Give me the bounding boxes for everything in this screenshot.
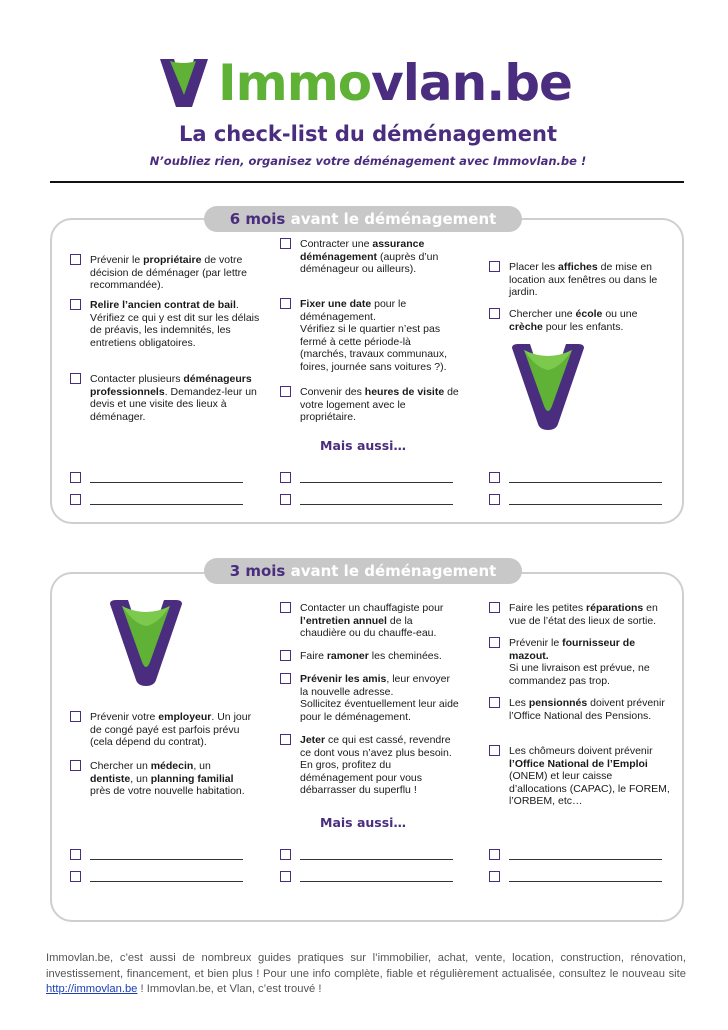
check-item-chauffagiste <box>300 602 460 640</box>
page-subtitle: N’oubliez rien, organisez votre déménagement avec Immovlan.be ! <box>149 154 587 168</box>
check-item-jeter <box>300 734 460 797</box>
blank-field[interactable] <box>90 849 243 860</box>
blank-field[interactable] <box>509 494 662 505</box>
blank-field[interactable] <box>300 494 453 505</box>
item-text: Prévenir le fournisseur de mazout. Si une livraison est prévue, ne commandez pas trop. <box>509 637 650 687</box>
blank-line <box>509 494 662 505</box>
checkbox[interactable] <box>70 760 81 771</box>
item-text: Prévenir les amis, leur envoyer la nouvelle adresse. Sollicitez éventuellement leur aide pour le déménagement. <box>300 673 459 723</box>
blank-field[interactable] <box>509 472 662 483</box>
blank-line <box>90 849 243 860</box>
blank-field[interactable] <box>509 849 662 860</box>
heading-rest: avant le déménagement <box>285 210 497 228</box>
check-item-medecin <box>90 760 255 798</box>
blank-line <box>300 871 453 882</box>
checkbox[interactable] <box>280 673 291 684</box>
checkbox[interactable] <box>70 849 81 860</box>
item-text: Faire les petites réparations en vue de l’état des lieux de sortie. <box>509 602 658 627</box>
checkbox[interactable] <box>70 472 81 483</box>
footer-text-after: ! Immovlan.be, et Vlan, c’est trouvé ! <box>137 983 322 995</box>
section-3-mois-heading <box>204 558 522 584</box>
checkbox[interactable] <box>489 261 500 272</box>
item-text: Fixer une date pour le déménagement. Vérifiez si le quartier n’est pas fermé à cette période-là (marchés, travaux communaux, foires, journée sans voitures ?). <box>300 298 448 373</box>
item-text: Les chômeurs doivent prévenir l’Office National de l’Emploi (ONEM) et leur caisse d’allocations (CAPAC), le FOREM, l’ORBEM, etc… <box>509 745 670 807</box>
item-text: Placer les affiches de mise en location aux fenêtres ou dans le jardin. <box>509 261 658 298</box>
blank-line <box>300 494 453 505</box>
blank-field[interactable] <box>90 472 243 483</box>
checkbox[interactable] <box>489 494 500 505</box>
checkbox[interactable] <box>280 494 291 505</box>
item-text: Les pensionnés doivent prévenir l’Office National des Pensions. <box>509 697 665 722</box>
check-item-assurance <box>300 238 460 276</box>
item-text: Chercher un médecin, un dentiste, un planning familial près de votre nouvelle habitation. <box>90 760 245 797</box>
footer-text-before: Immovlan.be, c’est aussi de nombreux guides pratiques sur l’immobilier, achat, vente, location, construction, rénovation, investissement, financement, et bien plus ! Pour une info complète, fiable et régulièrement actualisée, consultez le nouveau site <box>46 952 686 980</box>
item-text: Jeter ce qui est cassé, revendre ce dont vous n’avez plus besoin. En gros, profitez du déménagement pour vous débarrasser du superflu ! <box>300 734 452 796</box>
item-text: Convenir des heures de visite de votre logement avec le propriétaire. <box>300 386 459 423</box>
checkbox[interactable] <box>70 299 81 310</box>
checkbox[interactable] <box>280 472 291 483</box>
blank-field[interactable] <box>300 849 453 860</box>
checkbox[interactable] <box>489 849 500 860</box>
blank-line <box>90 494 243 505</box>
blank-line <box>90 871 243 882</box>
checkbox[interactable] <box>280 298 291 309</box>
blank-field[interactable] <box>509 871 662 882</box>
checkbox[interactable] <box>280 871 291 882</box>
logo-text-immo: Immo <box>218 54 372 112</box>
check-item-pensionnes <box>509 697 671 722</box>
section-6-mois-heading <box>204 206 522 232</box>
blank-line <box>509 472 662 483</box>
blank-line <box>300 472 453 483</box>
check-item-cheminees <box>300 650 460 663</box>
immovlan-logo <box>158 52 578 114</box>
checkbox[interactable] <box>280 602 291 613</box>
heading-rest: avant le déménagement <box>285 562 497 580</box>
blank-line <box>90 472 243 483</box>
footer-link[interactable]: http://immovlan.be <box>46 983 138 995</box>
check-item-heures-visite <box>300 386 460 424</box>
blank-field[interactable] <box>90 494 243 505</box>
checkbox[interactable] <box>489 308 500 319</box>
footer-text <box>46 951 686 998</box>
item-text: Chercher une école ou une crèche pour les enfants. <box>509 308 638 333</box>
checkbox[interactable] <box>489 697 500 708</box>
checkbox[interactable] <box>489 602 500 613</box>
page-title: La check-list du déménagement <box>178 122 558 146</box>
checkbox[interactable] <box>489 472 500 483</box>
checkbox[interactable] <box>280 238 291 249</box>
header-divider <box>50 181 684 183</box>
blank-line <box>300 849 453 860</box>
blank-line <box>509 849 662 860</box>
item-text: Faire ramoner les cheminées. <box>300 650 442 662</box>
v-logo-icon <box>508 342 588 432</box>
checkbox[interactable] <box>489 745 500 756</box>
check-item-demenageurs <box>90 373 260 423</box>
checkbox[interactable] <box>489 637 500 648</box>
checkbox[interactable] <box>280 650 291 661</box>
check-item-employeur <box>90 711 255 749</box>
item-text: Contracter une assurance déménagement (auprès d’un déménageur ou ailleurs). <box>300 238 439 275</box>
blank-field[interactable] <box>300 871 453 882</box>
check-item-date <box>300 298 460 373</box>
item-text: Contacter plusieurs déménageurs professionnels. Demandez-leur un devis et une visite des lieux à déménager. <box>90 373 257 423</box>
check-item-contrat-bail <box>90 299 260 349</box>
check-item-ecole <box>509 308 669 333</box>
checkbox[interactable] <box>280 734 291 745</box>
heading-bold: 6 mois <box>229 210 286 228</box>
checkbox[interactable] <box>489 871 500 882</box>
blank-line <box>509 871 662 882</box>
item-text: Prévenir le propriétaire de votre décision de déménager (par lettre recommandée). <box>90 254 248 291</box>
check-item-mazout <box>509 637 671 687</box>
checkbox[interactable] <box>70 711 81 722</box>
blank-field[interactable] <box>90 871 243 882</box>
v-logo-icon <box>106 598 186 688</box>
checkbox[interactable] <box>70 373 81 384</box>
v-logo-icon <box>158 55 210 111</box>
blank-field[interactable] <box>300 472 453 483</box>
checkbox[interactable] <box>70 494 81 505</box>
check-item-reparations <box>509 602 671 627</box>
item-text: Contacter un chauffagiste pour l’entretien annuel de la chaudière ou du chauffe-eau. <box>300 602 444 639</box>
checkbox[interactable] <box>280 386 291 397</box>
heading-bold: 3 mois <box>229 562 286 580</box>
check-item-affiches <box>509 261 669 299</box>
item-text: Prévenir votre employeur. Un jour de congé payé est parfois prévu (cela dépend du contrat). <box>90 711 252 748</box>
checkbox[interactable] <box>280 849 291 860</box>
check-item-proprietaire <box>90 254 260 292</box>
mais-aussi-label: Mais aussi… <box>320 438 406 453</box>
check-item-chomeurs <box>509 745 671 808</box>
checkbox[interactable] <box>70 871 81 882</box>
mais-aussi-label: Mais aussi… <box>320 815 406 830</box>
check-item-amis <box>300 673 460 723</box>
logo-text-vlan: vlan.be <box>371 54 572 112</box>
item-text: Relire l’ancien contrat de bail. Vérifiez ce qui y est dit sur les délais de préavis, les indemnités, les entretiens obligatoires. <box>90 299 260 349</box>
checkbox[interactable] <box>70 254 81 265</box>
